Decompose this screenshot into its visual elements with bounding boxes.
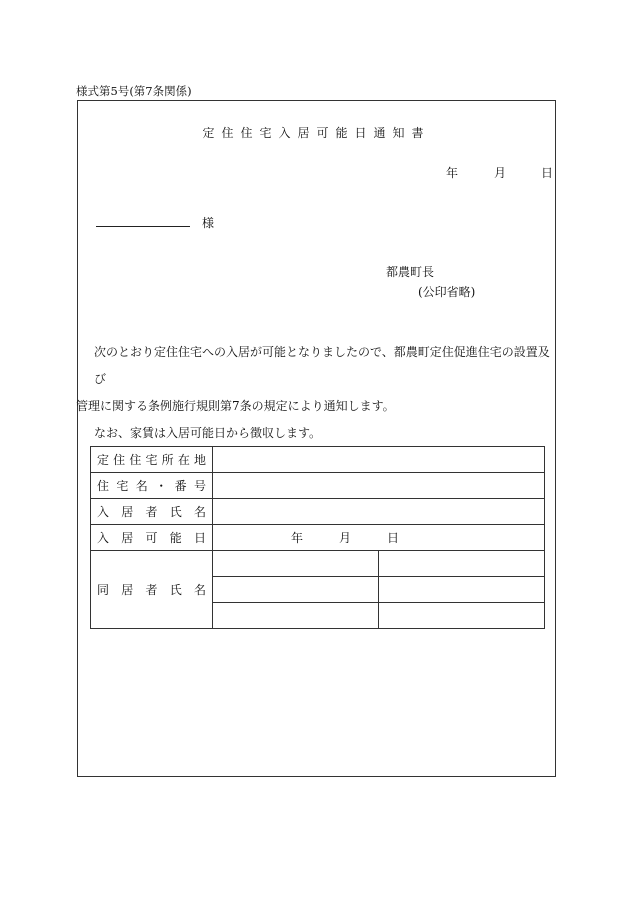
- label-move-in-date: 入居可能日: [91, 525, 213, 551]
- move-in-year: 年: [291, 531, 304, 545]
- label-location: 定住住宅所在地: [91, 447, 213, 473]
- form-number-label: 様式第5号(第7条関係): [76, 84, 192, 98]
- move-in-month: 月: [339, 531, 352, 545]
- body-line-2: 管理に関する条例施行規則第7条の規定により通知します。: [76, 399, 395, 413]
- notice-body: [78, 339, 551, 447]
- table-row: [91, 499, 545, 525]
- body-line-3: なお、家賃は入居可能日から徴収します。: [94, 426, 322, 440]
- move-in-day: 日: [387, 531, 400, 545]
- issue-date-day: 日: [541, 166, 554, 180]
- body-line-1: 次のとおり定住住宅への入居が可能となりましたので、都農町定住促進住宅の設置及び: [94, 345, 550, 386]
- table-row: [91, 551, 545, 577]
- document-frame: [77, 100, 556, 777]
- cohabitant-field[interactable]: [213, 577, 379, 603]
- addressee-name-field[interactable]: [96, 226, 190, 227]
- cohabitant-field[interactable]: [379, 551, 545, 577]
- cohabitant-field[interactable]: [213, 551, 379, 577]
- cohabitant-field[interactable]: [379, 577, 545, 603]
- value-location[interactable]: [213, 447, 545, 473]
- value-tenant-name[interactable]: [213, 499, 545, 525]
- label-tenant-name: 入居者氏名: [91, 499, 213, 525]
- cohabitant-field[interactable]: [213, 603, 379, 629]
- document-title: 定住住宅入居可能日通知書: [202, 126, 431, 140]
- label-house-number: 住宅名・番号: [91, 473, 213, 499]
- table-row: [91, 525, 545, 551]
- issuer-name: 都農町長: [386, 265, 435, 279]
- table-row: [91, 447, 545, 473]
- table-row: [91, 473, 545, 499]
- value-house-number[interactable]: [213, 473, 545, 499]
- issue-date-month: 月: [494, 166, 507, 180]
- seal-note: (公印省略): [418, 285, 476, 299]
- cohabitant-field[interactable]: [379, 603, 545, 629]
- label-cohabitants: 同居者氏名: [91, 551, 213, 629]
- info-table: [90, 446, 545, 629]
- addressee-suffix: 様: [202, 216, 215, 230]
- value-move-in-date[interactable]: [213, 525, 545, 551]
- issue-date-year: 年: [446, 166, 459, 180]
